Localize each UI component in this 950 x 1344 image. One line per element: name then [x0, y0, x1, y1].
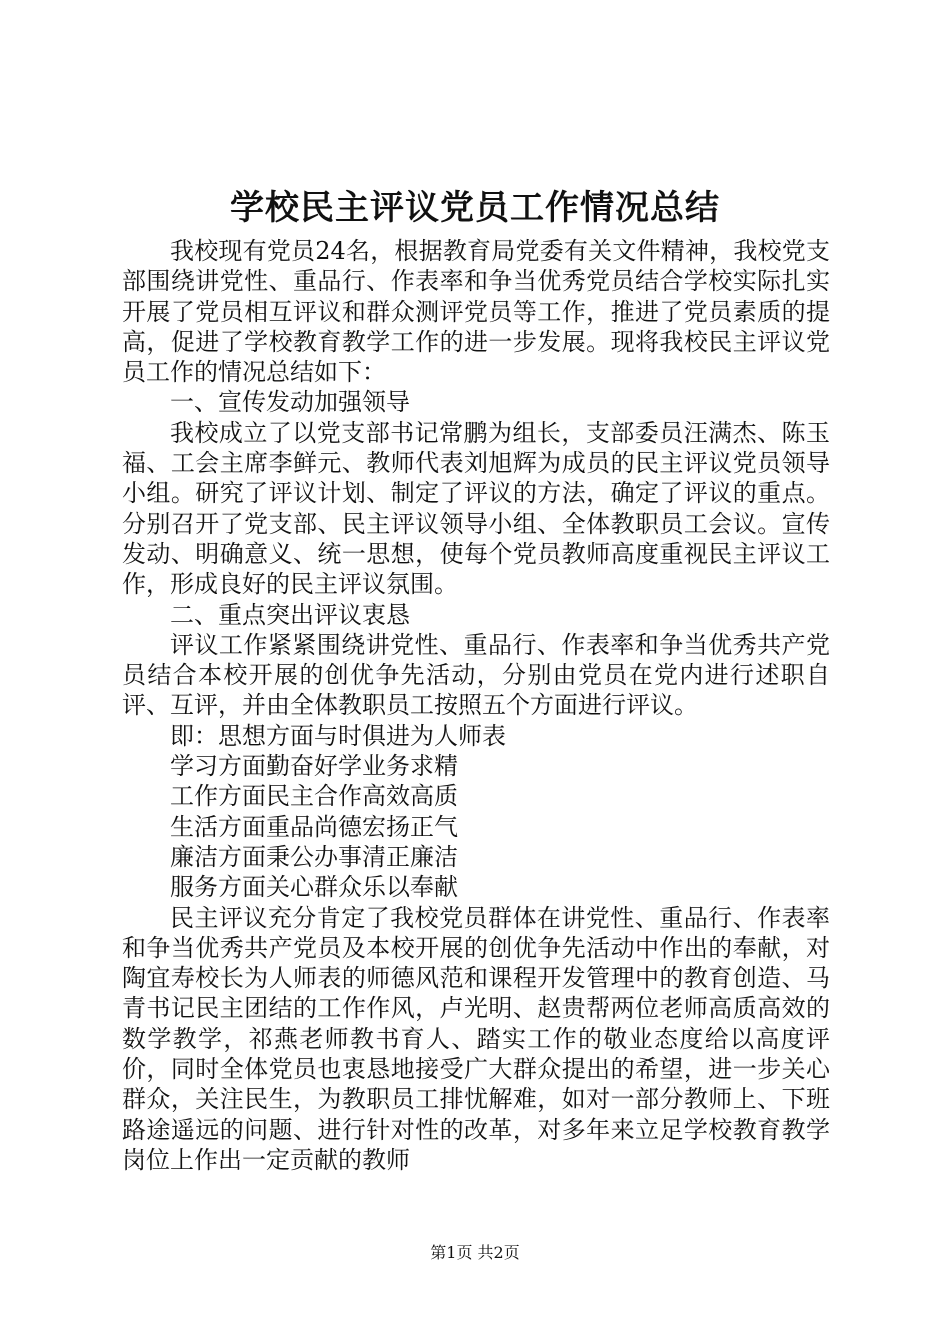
document-title: 学校民主评议党员工作情况总结 [230, 188, 720, 228]
paragraph-results: 民主评议充分肯定了我校党员群体在讲党性、重品行、作表率和争当优秀共产党员及本校开展的创优争先活动中作出的奉献，对陶宜寿校长为人师表的师德风范和课程开发管理中的教育创造、马青书记民主团结的工作作风，卢光明、赵贵帮两位老师高质高效的数学教学，祁燕老师教书育人、踏实工作的敬业态度给以高度评价，同时全体党员也衷恳地接受广大群众提出的希望，进一步关心群众，关注民生，为教职员工排忧解难，如对一部分教师上、下班路途遥远的问题、进行针对性的改革，对多年来立足学校教育教学岗位上作出一定贡献的教师 [122, 903, 830, 1174]
list-item-study: 学习方面勤奋好学业务求精 [170, 752, 458, 781]
section-heading-2: 二、重点突出评议衷恳 [170, 600, 410, 629]
page-footer: 第1页 共2页 [430, 1243, 520, 1262]
paragraph-leadership: 我校成立了以党支部书记常鹏为组长，支部委员汪满杰、陈玉福、工会主席李鲜元、教师代表刘旭辉为成员的民主评议党员领导小组。研究了评议计划、制定了评议的方法，确定了评议的重点。分别召开了党支部、民主评议领导小组、全体教职员工会议。宣传发动、明确意义、统一思想，使每个党员教师高度重视民主评议工作，形成良好的民主评议氛围。 [122, 418, 830, 599]
document-body [122, 236, 830, 1175]
paragraph-evaluation: 评议工作紧紧围绕讲党性、重品行、作表率和争当优秀共产党员结合本校开展的创优争先活动，分别由党员在党内进行述职自评、互评，并由全体教职员工按照五个方面进行评议。 [122, 630, 830, 720]
list-item-life: 生活方面重品尚德宏扬正气 [170, 812, 458, 841]
list-item-integrity: 廉洁方面秉公办事清正廉洁 [170, 842, 458, 871]
list-item-service: 服务方面关心群众乐以奉献 [170, 873, 458, 902]
paragraph-intro: 我校现有党员24名，根据教育局党委有关文件精神，我校党支部围绕讲党性、重品行、作表率和争当优秀党员结合学校实际扎实开展了党员相互评议和群众测评党员等工作，推进了党员素质的提高，促进了学校教育教学工作的进一步发展。现将我校民主评议党员工作的情况总结如下： [122, 237, 830, 387]
list-item-work: 工作方面民主合作高效高质 [170, 782, 458, 811]
list-item-thought: 即：思想方面与时俱进为人师表 [170, 721, 506, 750]
section-heading-1: 一、宣传发动加强领导 [170, 388, 410, 417]
